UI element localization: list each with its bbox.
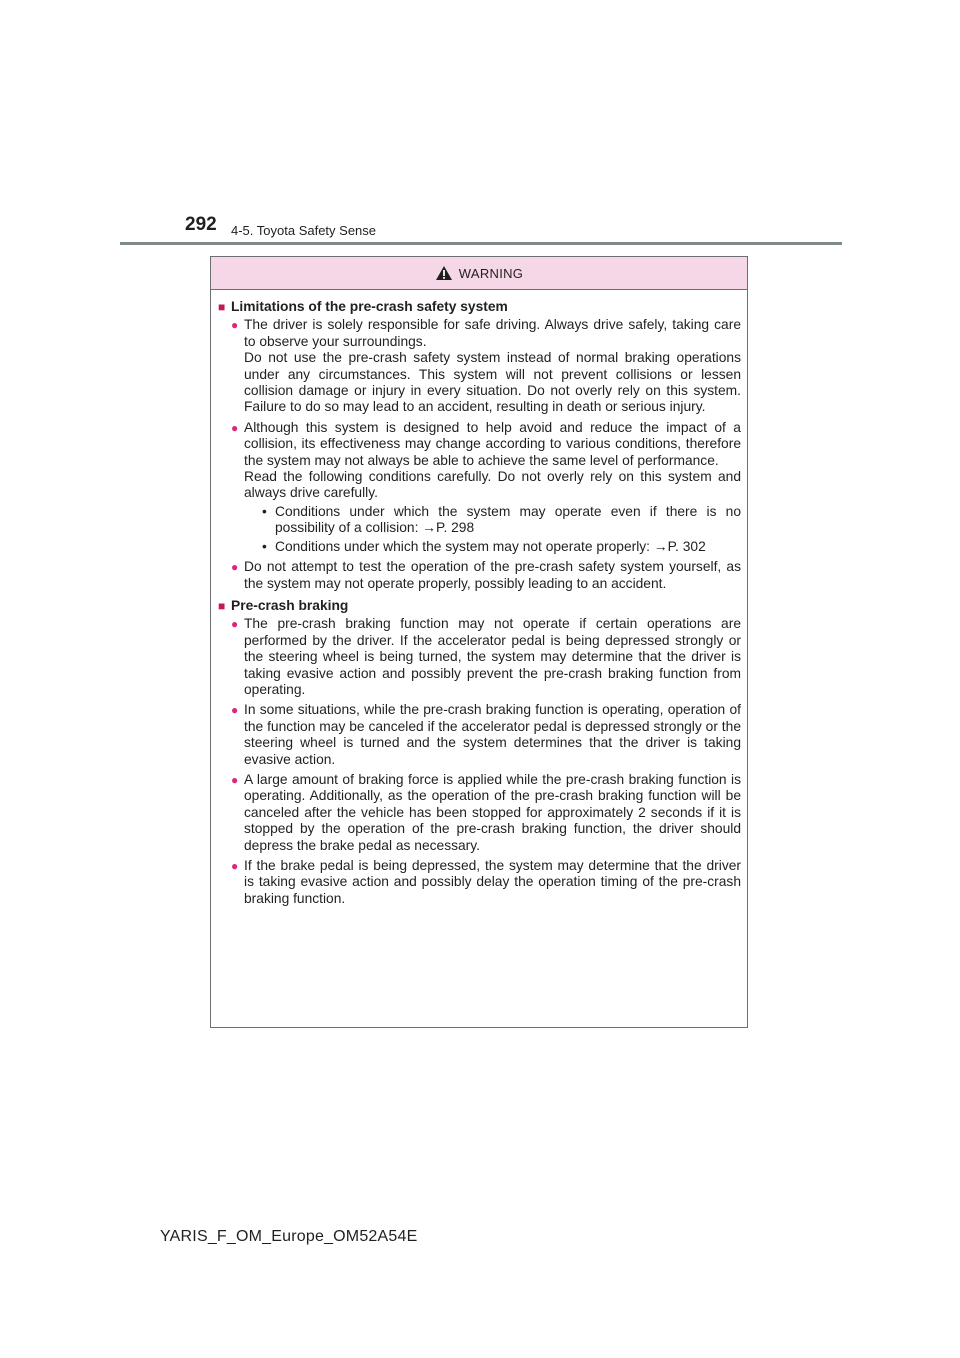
circle-bullet-icon: ● xyxy=(231,318,239,333)
cross-reference: Conditions under which the system may operate even if there is no possibility of a collision: →P. 298 xyxy=(275,503,741,536)
warning-header xyxy=(211,257,747,290)
sub-item xyxy=(262,504,741,537)
paragraph: The driver is solely responsible for safe driving. Always drive safely, taking care to observe your surroundings. xyxy=(244,317,741,349)
section-title: ■ Pre-crash braking xyxy=(218,597,349,613)
paragraph: A large amount of braking force is applied while the pre-crash braking function is operating. Additionally, as the operation of the pre-crash braking function will be canceled after the vehicle has been stopped for approximately 2 seconds if it is stopped by the operation of the pre-crash braking function, the driver should depress the brake pedal as necessary. xyxy=(244,771,741,853)
warning-triangle-icon xyxy=(435,265,453,281)
page-number: 292 xyxy=(185,214,217,235)
list-item xyxy=(231,772,741,854)
warning-title: WARNING xyxy=(458,265,524,281)
square-bullet-icon: ■ xyxy=(218,300,226,314)
page-header xyxy=(120,214,842,246)
list-item xyxy=(231,317,741,415)
warning-box xyxy=(210,256,748,1028)
cross-reference: Conditions under which the system may not operate properly: →P. 302 xyxy=(275,538,706,554)
list-item xyxy=(231,858,741,907)
list-item xyxy=(231,420,741,555)
document-code: YARIS_F_OM_Europe_OM52A54E xyxy=(160,1228,418,1245)
list-item xyxy=(231,702,741,768)
dot-bullet-icon: • xyxy=(262,538,267,554)
dot-bullet-icon: • xyxy=(262,503,267,519)
chapter-title: 4-5. Toyota Safety Sense xyxy=(231,223,377,238)
paragraph: If the brake pedal is being depressed, the system may determine that the driver is taking evasive action and possibly delay the operation timing of the pre-crash braking function. xyxy=(244,858,741,906)
circle-bullet-icon: ● xyxy=(231,859,239,873)
list-item xyxy=(231,616,741,698)
section-pre-crash-braking xyxy=(218,598,741,907)
paragraph: Read the following conditions carefully. Do not overly rely on this system and always drive carefully. xyxy=(244,469,741,501)
list-item xyxy=(231,559,741,592)
section-title: ■ Limitations of the pre-crash safety system xyxy=(218,299,508,314)
header-rule xyxy=(120,242,842,245)
paragraph: Do not use the pre-crash safety system instead of normal braking operations under any circumstances. This system will not prevent collisions or lessen collision damage or injury in every situation. Do not overly rely on this system. Failure to do so may lead to an accident, resulting in death or serious injury. xyxy=(244,350,741,415)
paragraph: In some situations, while the pre-crash braking function is operating, operation of the function may be canceled if the accelerator pedal is depressed strongly or the steering wheel is turned and the system determines that the driver is taking evasive action. xyxy=(244,702,741,767)
section-limitations xyxy=(218,299,741,592)
square-bullet-icon: ■ xyxy=(218,598,226,613)
circle-bullet-icon: ● xyxy=(231,703,239,718)
paragraph: Do not attempt to test the operation of the pre-crash safety system yourself, as the system may not operate properly, possibly leading to an accident. xyxy=(244,559,741,591)
paragraph: The pre-crash braking function may not operate if certain operations are performed by the driver. If the accelerator pedal is being depressed strongly or the steering wheel is being turned, the system may determine that the driver is taking evasive action and possibly prevent the pre-crash braking function from operating. xyxy=(244,616,741,697)
sub-item xyxy=(262,539,741,555)
circle-bullet-icon: ● xyxy=(231,772,239,787)
circle-bullet-icon: ● xyxy=(231,560,239,575)
circle-bullet-icon: ● xyxy=(231,617,239,632)
paragraph: Although this system is designed to help avoid and reduce the impact of a collision, its effectiveness may change according to various conditions, therefore the system may not always be able to achieve the same level of performance. xyxy=(244,419,741,468)
circle-bullet-icon: ● xyxy=(231,420,239,435)
warning-body xyxy=(211,290,747,907)
